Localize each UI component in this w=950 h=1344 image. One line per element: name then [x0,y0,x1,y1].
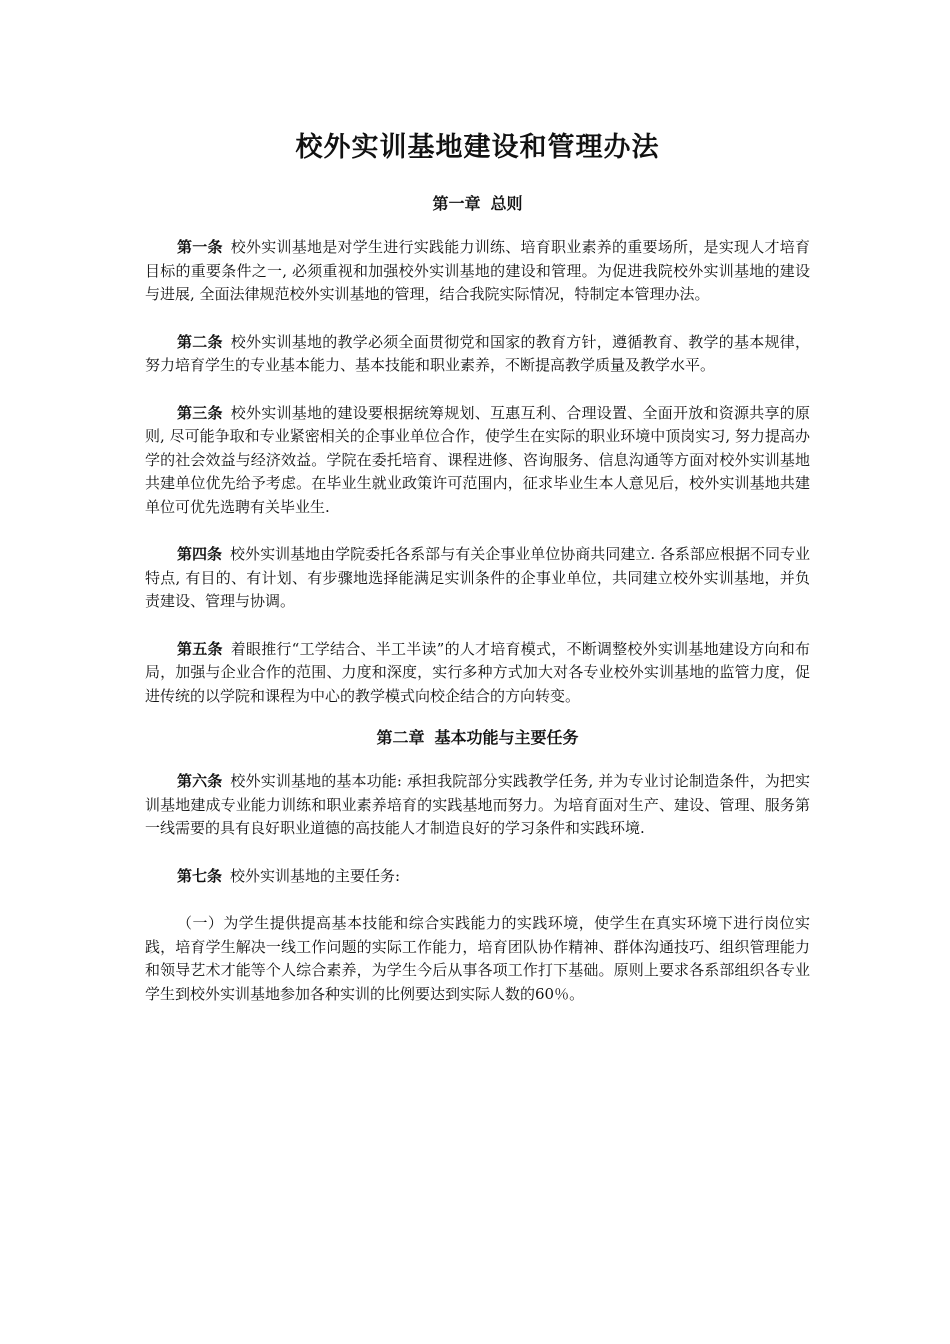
article-text: 校外实训基地的基本功能: 承担我院部分实践教学任务, 并为专业讨论制造条件，为把实训基地建成专业能力训练和职业素养培育的实践基地而努力。为培育面对生产、建设、管理、服务第一线需要的具有良好职业道德的高技能人才制造良好的学习条件和实践环境. [145,772,810,837]
article-text: 校外实训基地的教学必须全面贯彻党和国家的教育方针，遵循教育、教学的基本规律，努力培育学生的专业基本能力、基本技能和职业素养，不断提高教学质量及教学水平。 [145,332,810,374]
chapter-name: 基本功能与主要任务 [434,728,579,747]
article-paragraph [145,236,810,307]
article-paragraph [145,331,810,378]
article-text: 校外实训基地由学院委托各系部与有关企事业单位协商共同建立. 各系部应根据不同专业特点, 有目的、有计划、有步骤地选择能满足实训条件的企事业单位，共同建立校外实训基地，并负责建设、管理与协调。 [145,545,810,610]
article-paragraph [145,402,810,520]
document-title: 校外实训基地建设和管理办法 [295,132,660,163]
article-label: 第一条 [177,238,223,256]
article-text: 校外实训基地的主要任务: [230,866,401,885]
article-text: 校外实训基地的建设要根据统筹规划、互惠互利、合理设置、全面开放和资源共享的原则, 尽可能争取和专业紧密相关的企事业单位合作，使学生在实际的职业环境中顶岗实习, 努力提高办学的社会效益与经济效益。学院在委托培育、课程进修、咨询服务、信息沟通等方面对校外实训基地共建单位优先给予考虑。在毕业生就业政策许可范围内，征求毕业生本人意见后，校外实训基地共建单位可优先选聘有关毕业生. [145,403,810,516]
chapter-number: 第一章 [432,194,481,213]
article-label: 第二条 [177,332,223,351]
chapter-heading [145,726,810,750]
article-label: 第四条 [177,545,223,563]
sub-item-text: （一）为学生提供提高基本技能和综合实践能力的实践环境，使学生在真实环境下进行岗位实践，培育学生解决一线工作问题的实际工作能力，培育团队协作精神、群体沟通技巧、组织管理能力和领导艺术才能等个人综合素养，为学生今后从事各项工作打下基础。原则上要求各系部组织各专业学生到校外实训基地参加各种实训的比例要达到实际人数的60％。 [145,914,810,1003]
chapter-number: 第二章 [376,728,425,747]
document-page [145,128,810,1030]
article-label: 第六条 [177,772,223,790]
article-text: 校外实训基地是对学生进行实践能力训练、培育职业素养的重要场所，是实现人才培育目标的重要条件之一, 必须重视和加强校外实训基地的建设和管理。为促进我院校外实训基地的建设与进展, 全面法律规范校外实训基地的管理，结合我院实际情况，特制定本管理办法。 [145,238,810,303]
article-label: 第七条 [177,866,223,885]
article-paragraph [145,543,810,614]
article-paragraph [145,770,810,841]
article-label: 第三条 [177,403,223,422]
sub-item-paragraph [145,912,810,1006]
chapter-name: 总则 [490,194,523,213]
article-paragraph [145,865,810,889]
article-label: 第五条 [177,639,223,658]
article-paragraph [145,638,810,709]
article-text: 着眼推行“工学结合、半工半读”的人才培育模式，不断调整校外实训基地建设方向和布局，加强与企业合作的范围、力度和深度，实行多种方式加大对各专业校外实训基地的监管力度，促进传统的以学院和课程为中心的教学模式向校企结合的方向转变。 [145,639,810,705]
chapter-heading [145,192,810,216]
